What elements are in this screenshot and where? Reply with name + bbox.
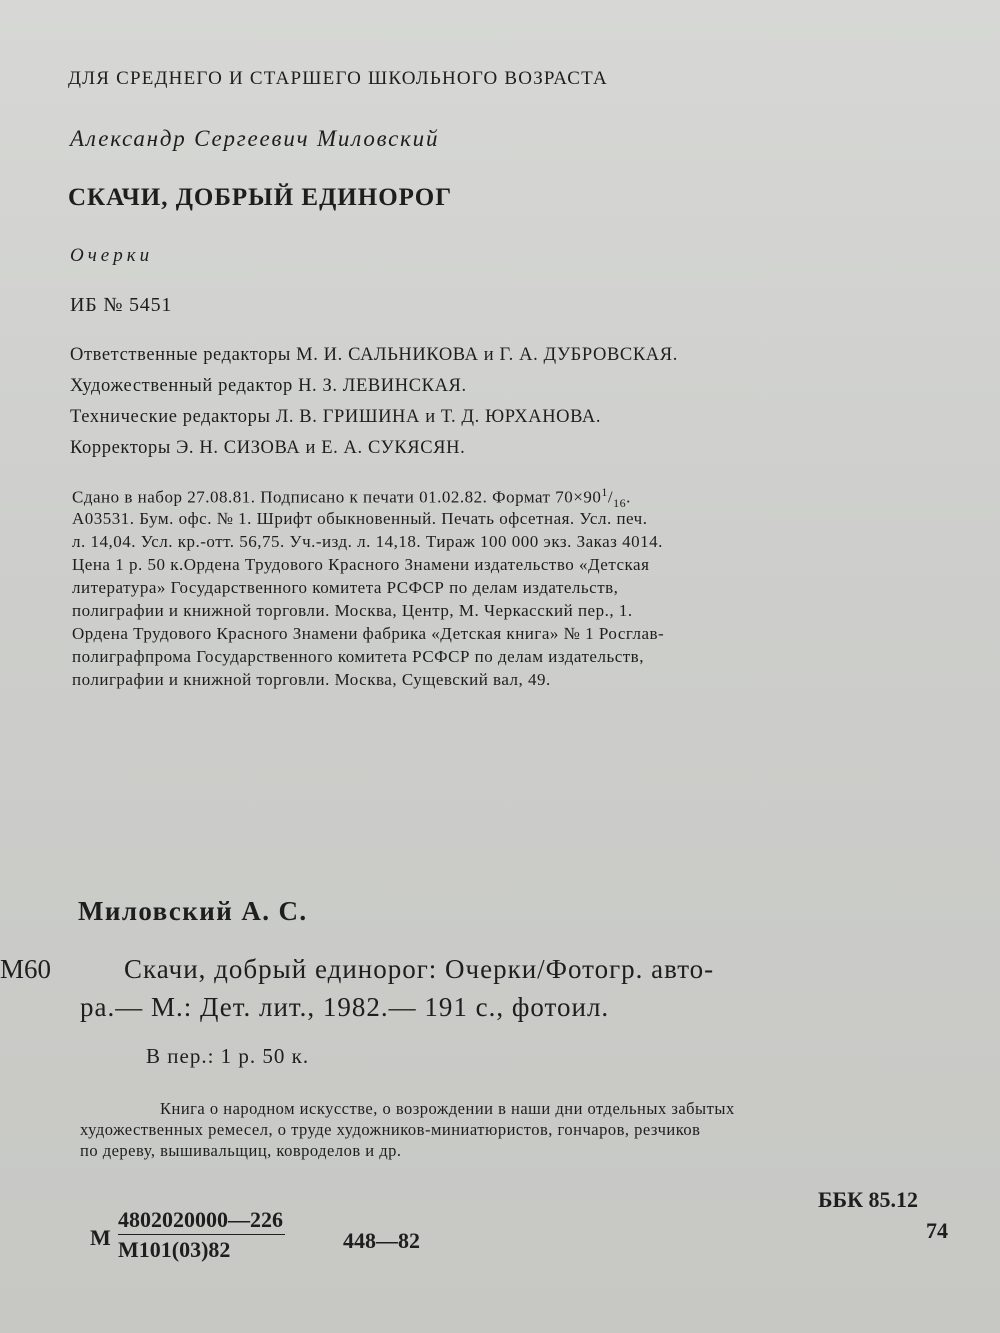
- age-note: ДЛЯ СРЕДНЕГО И СТАРШЕГО ШКОЛЬНОГО ВОЗРАСТА: [68, 68, 608, 89]
- ib-number: ИБ № 5451: [70, 294, 173, 316]
- index-fraction: [118, 1207, 285, 1263]
- imprint-line-1-text: Сдано в набор 27.08.81. Подписано к печати 01.02.82. Формат 70×90: [72, 487, 602, 507]
- imprint-line-3: л. 14,04. Усл. кр.-отт. 56,75. Уч.-изд. л. 14,18. Тираж 100 000 экз. Заказ 4014.: [72, 532, 663, 551]
- card-desc-line-1: Скачи, добрый единорог: Очерки/Фотогр. авто-: [124, 954, 715, 984]
- format-end: .: [626, 487, 631, 507]
- book-title: СКАЧИ, ДОБРЫЙ ЕДИНОРОГ: [68, 184, 453, 211]
- proofreaders: Корректоры Э. Н. СИЗОВА и Е. А. СУКЯСЯН.: [70, 438, 466, 458]
- bbk-label: ББК 85.12: [818, 1187, 919, 1212]
- editors-technical: Технические редакторы Л. В. ГРИШИНА и Т. Д. ЮРХАНОВА.: [70, 407, 602, 427]
- index-suffix: 448—82: [343, 1228, 420, 1253]
- index-letter: М: [90, 1225, 111, 1250]
- card-desc-line-2: ра.— М.: Дет. лит., 1982.— 191 с., фотоил.: [80, 992, 610, 1022]
- index-numerator: 4802020000—226: [118, 1207, 285, 1235]
- imprint-line-1: [72, 485, 631, 511]
- card-code: М60: [0, 954, 52, 984]
- imprint-line-6: полиграфии и книжной торговли. Москва, Центр, М. Черкасский пер., 1.: [72, 601, 633, 620]
- author-name: Александр Сергеевич Миловский: [70, 126, 440, 151]
- imprint-line-9: полиграфии и книжной торговли. Москва, Сущевский вал, 49.: [72, 670, 551, 689]
- imprint-line-2: А03531. Бум. офс. № 1. Шрифт обыкновенный. Печать офсетная. Усл. печ.: [72, 509, 648, 528]
- annotation-line-3: по дереву, вышивальщиц, ковроделов и др.: [80, 1141, 402, 1160]
- editors-responsible: Ответственные редакторы М. И. САЛЬНИКОВА и Г. А. ДУБРОВСКАЯ.: [70, 345, 678, 365]
- editor-art: Художественный редактор Н. З. ЛЕВИНСКАЯ.: [70, 376, 467, 396]
- card-price: В пер.: 1 р. 50 к.: [146, 1044, 310, 1068]
- format-slash: /: [607, 487, 614, 507]
- bbk-sub: 74: [926, 1218, 948, 1243]
- imprint-line-8: полиграфпрома Государственного комитета РСФСР по делам издательств,: [72, 647, 644, 666]
- annotation-line-2: художественных ремесел, о труде художников-миниатюристов, гончаров, резчиков: [80, 1120, 701, 1139]
- index-denominator: М101(03)82: [118, 1237, 231, 1262]
- annotation-line-1: Книга о народном искусстве, о возрождении в наши дни отдельных забытых: [160, 1099, 735, 1118]
- genre-label: Очерки: [70, 245, 154, 266]
- imprint-line-4: Цена 1 р. 50 к.Ордена Трудового Красного Знамени издательство «Детская: [72, 555, 650, 574]
- imprint-line-7: Ордена Трудового Красного Знамени фабрика «Детская книга» № 1 Росглав-: [72, 624, 665, 643]
- format-denominator: 16: [613, 496, 627, 511]
- card-author-heading: Миловский А. С.: [78, 896, 308, 926]
- imprint-line-5: литература» Государственного комитета РСФСР по делам издательств,: [72, 578, 619, 597]
- format-numerator: 1: [601, 485, 608, 499]
